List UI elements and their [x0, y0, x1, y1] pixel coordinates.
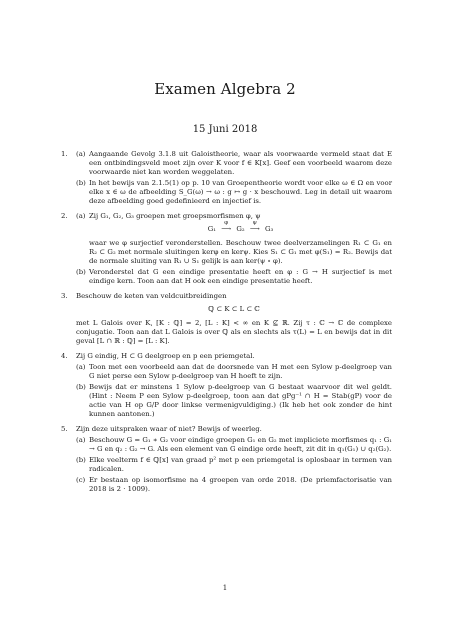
question-2-part-b — [76, 268, 392, 286]
question-5-part-b — [76, 456, 392, 474]
question-number: 3. — [61, 292, 68, 300]
part-text: In het bewijs van 2.1.5(1) op p. 10 van Groepentheorie wordt voor elke ω ∈ Ω en voor elke x ∈ ω de afbeelding S_G(ω) → ω : g ↦ g · x beschouwd. Leg in detail uit waarom deze afbeelding goed gedefinieerd en injectief is. — [89, 179, 392, 205]
question-number: 4. — [61, 352, 68, 360]
part-text: Er bestaan op isomorfisme na 4 groepen van orde 2018. (De priemfactorisatie van 2018 is 2 · 1009). — [89, 476, 392, 493]
question-2-part-a — [76, 212, 392, 266]
arrow-phi — [218, 220, 234, 234]
part-label: (c) — [76, 476, 86, 484]
right-arrow-icon: ⟶ — [221, 225, 232, 233]
question-4-part-b — [76, 383, 392, 419]
part-text: Bewijs dat er minstens 1 Sylow p-deelgroep van G bestaat waarvoor dit wel geldt. (Hint : Neem P een Sylow p-deelgroep, toon aan dat gPg⁻¹ ∩ H = Stab(gP) voor de actie van H op G/P door linkse vermenigvuldiging.) (Ik heb het ook zonder de hint kunnen aantonen.) — [89, 383, 392, 418]
question-1-part-a — [76, 150, 392, 177]
part-label: (a) — [76, 436, 86, 444]
question-text-continued: met L Galois over K, [K : ℚ] = 2, [L : K] < ∞ en K ⊈ ℝ. Zij τ : ℂ → ℂ de complexe conjugatie. Toon aan dat L Galois is over ℚ als en slechts als τ(L) = L en bewijs dat in dit geval [L ∩ ℝ : ℚ] = [L : K]. — [76, 319, 392, 345]
arrow-label-psi: ψ — [252, 220, 257, 226]
question-1 — [62, 150, 392, 206]
part-label: (b) — [76, 383, 86, 391]
group-g1: G₁ — [207, 225, 217, 233]
arrow-psi — [247, 220, 263, 234]
part-text: Zij G₁, G₂, G₃ groepen met groepsmorfismen φ, ψ — [89, 212, 261, 220]
question-number: 5. — [61, 425, 68, 433]
part-label: (a) — [76, 212, 86, 220]
question-text: Beschouw de keten van veldcuitbreidingen — [76, 292, 227, 300]
question-number: 2. — [61, 212, 68, 220]
question-5-part-a — [76, 436, 392, 454]
arrow-label-phi: φ — [224, 220, 229, 226]
question-text: Zij G eindig, H ⊂ G deelgroep en p een priemgetal. — [76, 352, 255, 360]
question-2 — [62, 212, 392, 286]
part-label: (b) — [76, 179, 86, 187]
question-number: 1. — [61, 150, 68, 158]
question-4-part-a — [76, 363, 392, 381]
part-label: (a) — [76, 150, 86, 158]
part-text-continued: waar we φ surjectief veronderstellen. Beschouw twee deelverzamelingen R₁ ⊂ G₁ en R₂ ⊂ G₂ met normale sluitingen kerφ en kerψ. Kies S₁ ⊂ G₁ met φ(S₁) = R₂. Bewijs dat de normale sluiting van R₁ ∪ S₁ gelijk is aan ker(ψ ∘ φ). — [89, 239, 392, 265]
part-label: (b) — [76, 456, 86, 464]
part-text: Aangaande Gevolg 3.1.8 uit Galoistheorie, waar als voorwaarde vermeld staat dat E een ontbindingsveld moet zijn over K voor f ∈ K[x]. Geef een voorbeeld waarom deze voorwaarde niet kan worden weggelaten. — [89, 150, 392, 176]
question-5-part-c — [76, 476, 392, 494]
part-text: Elke veelterm f ∈ ℚ[x] van graad p² met p een priemgetal is oplosbaar in termen van radicalen. — [89, 456, 392, 473]
page-title: Examen Algebra 2 — [154, 80, 296, 98]
part-label: (b) — [76, 268, 86, 276]
part-text: Beschouw G = G₁ ∗ G₂ voor eindige groepen G₁ en G₂ met impliciete morfismes q₁ : G₁ → G en q₂ : G₂ → G. Als een element van G eindige orde heeft, zit dit in q₁(G₁) ∪ q₂(G₂). — [89, 436, 392, 453]
part-text: Toon met een voorbeeld aan dat de doorsnede van H met een Sylow p-deelgroep van G niet perse een Sylow p-deelgroep van H hoeft te zijn. — [89, 363, 392, 380]
part-text: Veronderstel dat G een eindige presentatie heeft en φ : G → H surjectief is met eindige kern. Toon aan dat H ook een eindige presentatie heeft. — [89, 268, 392, 285]
question-4 — [62, 352, 392, 419]
morphism-diagram — [89, 220, 392, 234]
question-3 — [62, 292, 392, 346]
field-chain: ℚ ⊂ K ⊂ L ⊂ ℂ — [208, 305, 260, 313]
question-5 — [62, 425, 392, 494]
exam-date: 15 Juni 2018 — [192, 124, 258, 135]
exam-body — [62, 150, 392, 500]
question-1-part-b — [76, 179, 392, 206]
part-label: (a) — [76, 363, 86, 371]
group-g3: G₃ — [264, 225, 274, 233]
group-g2: G₂ — [236, 225, 245, 233]
page-number: 1 — [222, 584, 228, 592]
right-arrow-icon: ⟶ — [249, 225, 260, 233]
question-text: Zijn deze uitspraken waar of niet? Bewijs of weerleg. — [76, 425, 262, 433]
